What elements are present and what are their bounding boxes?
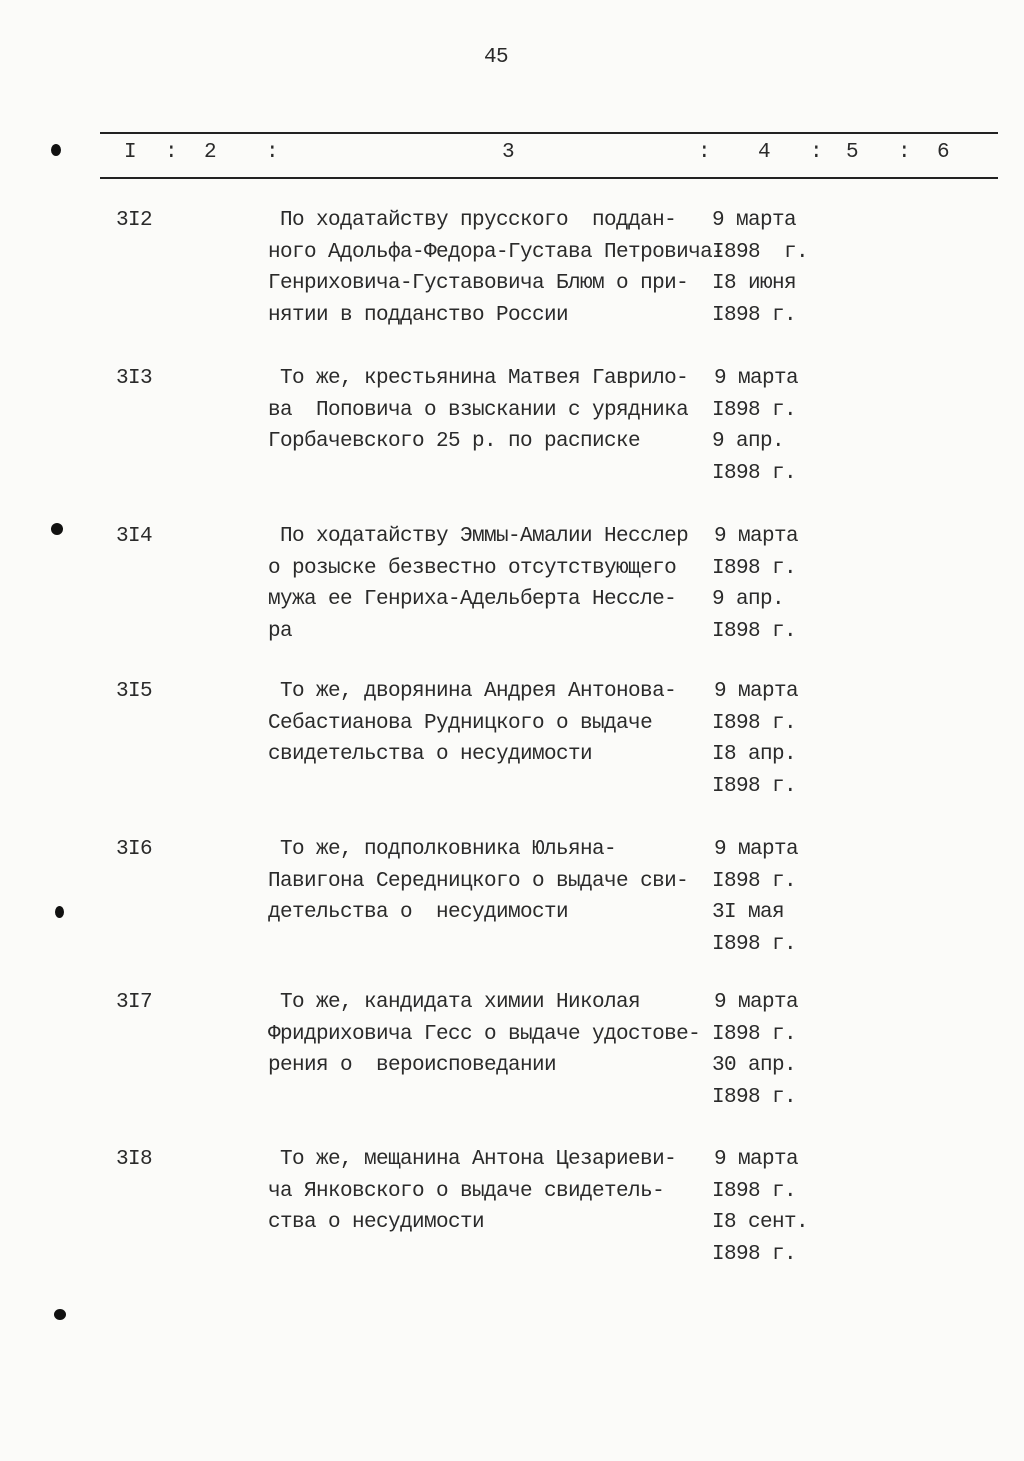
entry-description-line: То же, дворянина Андрея Антонова- bbox=[280, 680, 677, 703]
entry-date-line: I898 г. bbox=[712, 1022, 797, 1046]
entry-date-line: 9 марта bbox=[714, 838, 799, 861]
column-separator: : bbox=[810, 141, 823, 164]
entry-date-line: 9 марта bbox=[714, 525, 799, 548]
entry-description-line: То же, мещанина Антона Цезариеви- bbox=[280, 1148, 677, 1171]
column-header-1: I bbox=[124, 141, 137, 164]
table-header-rule bbox=[100, 177, 998, 179]
entry-date-line: 9 апр. bbox=[712, 588, 785, 611]
entry-date-line: I8 сент. bbox=[712, 1211, 809, 1234]
entry-description-line: Павигона Середницкого о выдаче сви- bbox=[268, 869, 689, 893]
column-header-6: 6 bbox=[937, 141, 950, 164]
column-separator: : bbox=[266, 141, 279, 164]
entry-date-line: 9 марта bbox=[714, 1148, 799, 1171]
entry-description-line: То же, подполковника Юльяна- bbox=[280, 838, 617, 861]
entry-date-line: 9 марта bbox=[714, 367, 799, 390]
punch-hole-mark bbox=[55, 906, 64, 918]
entry-description-line: детельства о несудимости bbox=[268, 901, 569, 924]
entry-date-line: 9 апр. bbox=[712, 430, 785, 453]
entry-date-line: I898 г. bbox=[712, 619, 797, 643]
punch-hole-mark bbox=[54, 1309, 66, 1320]
entry-number: 3I5 bbox=[116, 680, 153, 703]
entry-date-line: 3I мая bbox=[712, 901, 785, 924]
column-separator: : bbox=[698, 141, 711, 164]
entry-date-line: I898 г. bbox=[712, 774, 797, 798]
entry-number: 3I4 bbox=[116, 525, 153, 548]
column-header-4: 4 bbox=[758, 141, 771, 164]
column-header-5: 5 bbox=[846, 141, 859, 164]
entry-description-line: Генриховича-Густавовича Блюм о при- bbox=[268, 272, 689, 295]
entry-number: 3I8 bbox=[116, 1148, 153, 1171]
entry-description-line: свидетельства о несудимости bbox=[268, 743, 593, 766]
entry-date-line: I898 г. bbox=[712, 240, 809, 264]
entry-description-line: Себастианова Рудницкого о выдаче bbox=[268, 711, 653, 735]
entry-description-line: ства о несудимости bbox=[268, 1211, 485, 1234]
entry-description-line: рения о вероисповедании bbox=[268, 1054, 557, 1077]
entry-description-line: По ходатайству Эммы-Амалии Несслер bbox=[280, 525, 689, 548]
punch-hole-mark bbox=[51, 144, 61, 156]
entry-date-line: I898 г. bbox=[712, 932, 797, 956]
entry-date-line: 9 марта bbox=[714, 680, 799, 703]
entry-date-line: 9 марта bbox=[714, 991, 799, 1014]
entry-date-line: I898 г. bbox=[712, 1085, 797, 1109]
table-top-rule bbox=[100, 132, 998, 134]
entry-date-line: I898 г. bbox=[712, 869, 797, 893]
entry-date-line: I898 г. bbox=[712, 556, 797, 580]
entry-date-line: I898 г. bbox=[712, 398, 797, 422]
entry-date-line: I898 г. bbox=[712, 461, 797, 485]
entry-date-line: I898 г. bbox=[712, 1242, 797, 1266]
entry-number: 3I3 bbox=[116, 367, 153, 390]
entry-date-line: I898 г. bbox=[712, 303, 797, 327]
column-separator: : bbox=[898, 141, 911, 164]
entry-description-line: ча Янковского о выдаче свидетель- bbox=[268, 1179, 665, 1203]
entry-description-line: нятии в подданство России bbox=[268, 303, 569, 327]
entry-description-line: Горбачевского 25 р. по расписке bbox=[268, 430, 641, 453]
entry-description-line: ва Поповича о взыскании с урядника bbox=[268, 398, 689, 422]
entry-description-line: То же, крестьянина Матвея Гаврило- bbox=[280, 367, 689, 390]
column-header-2: 2 bbox=[204, 141, 217, 164]
entry-number: 3I6 bbox=[116, 838, 153, 861]
page-number: 45 bbox=[484, 46, 509, 69]
entry-description-line: По ходатайству прусского поддан- bbox=[280, 209, 677, 232]
entry-description-line: ра bbox=[268, 619, 293, 643]
entry-number: 3I2 bbox=[116, 209, 153, 232]
column-separator: : bbox=[165, 141, 178, 164]
entry-description-line: ного Адольфа-Федора-Густава Петровича- bbox=[268, 240, 725, 264]
entry-date-line: 30 апр. bbox=[712, 1054, 797, 1077]
entry-date-line: I898 г. bbox=[712, 1179, 797, 1203]
entry-date-line: I8 июня bbox=[712, 272, 797, 295]
entry-description-line: мужа ее Генриха-Адельберта Нессле- bbox=[268, 588, 677, 611]
entry-description-line: Фридриховича Гесс о выдаче удостове- bbox=[268, 1022, 701, 1046]
entry-date-line: 9 марта bbox=[712, 209, 797, 232]
entry-date-line: I898 г. bbox=[712, 711, 797, 735]
entry-description-line: То же, кандидата химии Николая bbox=[280, 991, 641, 1014]
entry-date-line: I8 апр. bbox=[712, 743, 797, 766]
entry-description-line: о розыске безвестно отсутствующего bbox=[268, 556, 677, 580]
column-header-3: 3 bbox=[502, 141, 515, 164]
entry-number: 3I7 bbox=[116, 991, 153, 1014]
punch-hole-mark bbox=[51, 523, 63, 535]
